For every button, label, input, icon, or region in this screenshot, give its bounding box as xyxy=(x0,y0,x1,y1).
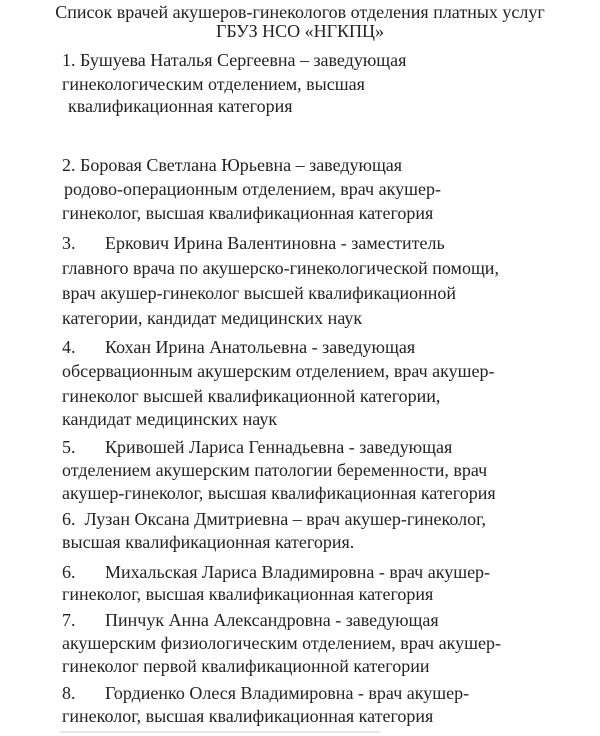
item-text: Боровая Светлана Юрьевна – заведующая xyxy=(80,155,403,175)
item-text: кандидат медицинских наук xyxy=(62,409,278,429)
item-text: врач акушер-гинеколог высшей квалификационной xyxy=(62,283,456,303)
item-number: 7. xyxy=(62,610,76,630)
item-number: 4. xyxy=(62,337,76,357)
item-number: 1. xyxy=(62,50,76,70)
item-text: отделением акушерским патологии беременности, врач xyxy=(62,460,488,480)
page-edge-divider xyxy=(60,731,380,733)
item-text: Кохан Ирина Анатольевна - заведующая xyxy=(105,337,416,357)
item-number: 3. xyxy=(62,233,76,253)
item-text: гинеколог, высшая квалификационная категория xyxy=(62,203,434,223)
title-line: Список врачей акушеров-гинекологов отделения платных услуг xyxy=(55,2,545,22)
item-text: высшая квалификационная категория. xyxy=(62,532,355,552)
item-text: Гордиенко Олеся Владимировна - врач акушер- xyxy=(105,683,470,703)
item-text: гинекологическим отделением, высшая xyxy=(62,74,365,94)
item-text: Пинчук Анна Александровна - заведующая xyxy=(105,610,439,630)
item-text: акушер-гинеколог, высшая квалификационная категория xyxy=(62,483,496,503)
item-text: родово-операционным отделением, врач акушер- xyxy=(64,179,441,199)
item-text: гинеколог первой квалификационной категории xyxy=(62,656,430,676)
item-number: 6. xyxy=(62,509,76,529)
item-text: Кривошей Лариса Геннадьевна - заведующая xyxy=(105,437,453,457)
item-number: 8. xyxy=(62,683,76,703)
item-text: Михальская Лариса Владимировна - врач акушер- xyxy=(105,562,491,582)
item-text: гинеколог, высшая квалификационная категория xyxy=(62,706,434,726)
item-text: обсервационным акушерским отделением, врач акушер- xyxy=(62,361,495,381)
item-text: гинеколог высшей квалификационной категории, xyxy=(62,386,441,406)
item-text: Бушуева Наталья Сергеевна – заведующая xyxy=(80,50,407,70)
item-number: 6. xyxy=(62,562,76,582)
item-text: Еркович Ирина Валентиновна - заместитель xyxy=(105,233,445,253)
item-number: 2. xyxy=(62,155,76,175)
item-number: 5. xyxy=(62,437,76,457)
item-text: гинеколог, высшая квалификационная категория xyxy=(62,584,434,604)
item-text: Лузан Оксана Дмитриевна – врач акушер-гинеколог, xyxy=(84,509,486,529)
item-text: квалификационная категория xyxy=(68,96,293,116)
item-text: главного врача по акушерско-гинекологической помощи, xyxy=(62,258,499,278)
item-text: категории, кандидат медицинских наук xyxy=(62,308,363,328)
title-line: ГБУЗ НСО «НГКПЦ» xyxy=(215,21,385,41)
item-text: акушерским физиологическим отделением, врач акушер- xyxy=(62,633,501,653)
